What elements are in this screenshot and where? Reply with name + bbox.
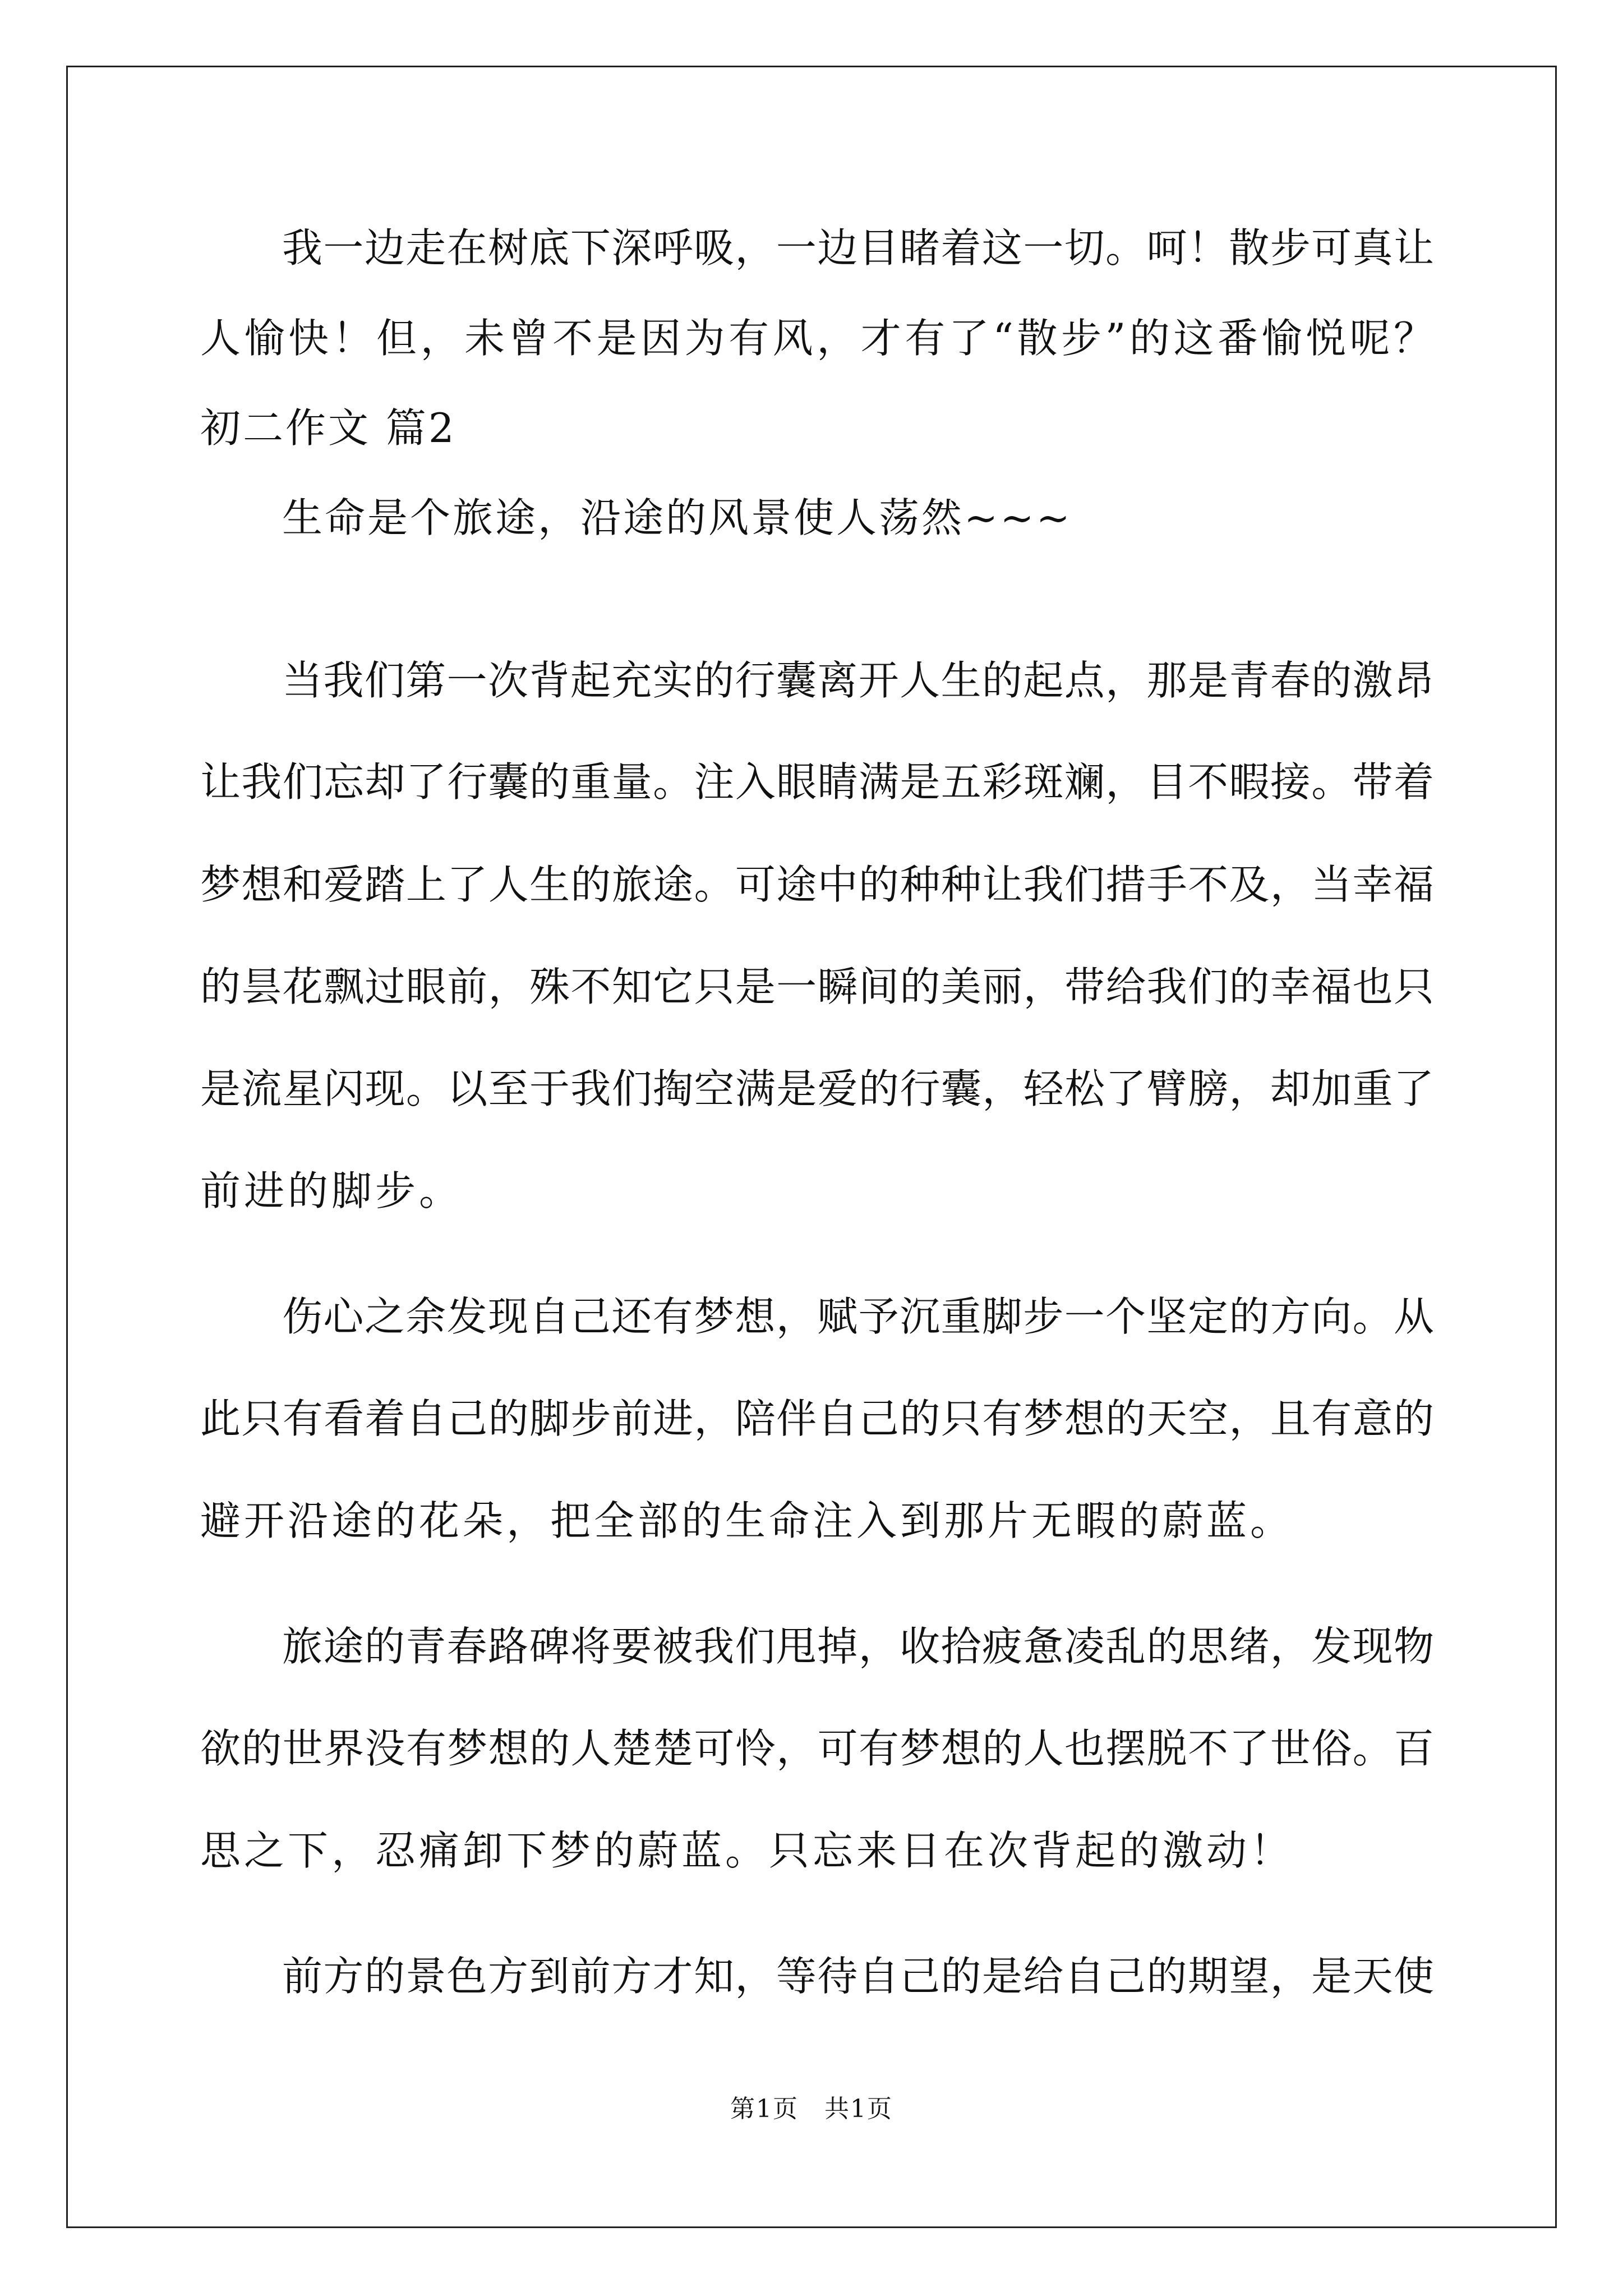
paragraph-line: 伤心之余发现自己还有梦想，赋予沉重脚步一个坚定的方向。从 — [282, 1293, 1434, 1340]
paragraph-line: 是流星闪现。以至于我们掏空满是爱的行囊，轻松了臂膀，却加重了 — [200, 1065, 1434, 1112]
paragraph-line: 旅途的青春路碑将要被我们甩掉，收拾疲惫凌乱的思绪，发现物 — [282, 1623, 1434, 1670]
paragraph-line: 的昙花飘过眼前，殊不知它只是一瞬间的美丽，带给我们的幸福也只 — [200, 963, 1434, 1010]
paragraph-line: 生命是个旅途，沿途的风景使人荡然~~~ — [282, 494, 1072, 541]
paragraph-line: 此只有看着自己的脚步前进，陪伴自己的只有梦想的天空，且有意的 — [200, 1395, 1434, 1442]
page-number-footer: 第1页 共1页 — [730, 2095, 893, 2123]
section-heading: 初二作文 篇2 — [200, 404, 457, 452]
paragraph-line: 人愉快！但，未曾不是因为有风，才有了“散步”的这番愉悦呢？ — [200, 315, 1434, 362]
paragraph-line: 我一边走在树底下深呼吸，一边目睹着这一切。呵！散步可真让 — [282, 224, 1434, 272]
paragraph-line: 思之下，忍痛卸下梦的蔚蓝。只忘来日在次背起的激动！ — [200, 1827, 1294, 1874]
paragraph-line: 前进的脚步。 — [200, 1167, 463, 1214]
paragraph-line: 梦想和爱踏上了人生的旅途。可途中的种种让我们措手不及，当幸福 — [200, 861, 1434, 908]
paragraph-line: 避开沿途的花朵，把全部的生命注入到那片无暇的蔚蓝。 — [200, 1497, 1294, 1544]
paragraph-line: 让我们忘却了行囊的重量。注入眼睛满是五彩斑斓，目不暇接。带着 — [200, 758, 1434, 806]
page-border — [66, 66, 1557, 2228]
paragraph-line: 前方的景色方到前方才知，等待自己的是给自己的期望，是天使 — [282, 1953, 1434, 2000]
paragraph-line: 欲的世界没有梦想的人楚楚可怜，可有梦想的人也摆脱不了世俗。百 — [200, 1725, 1434, 1772]
paragraph-line: 当我们第一次背起充实的行囊离开人生的起点，那是青春的激昂 — [282, 657, 1434, 704]
